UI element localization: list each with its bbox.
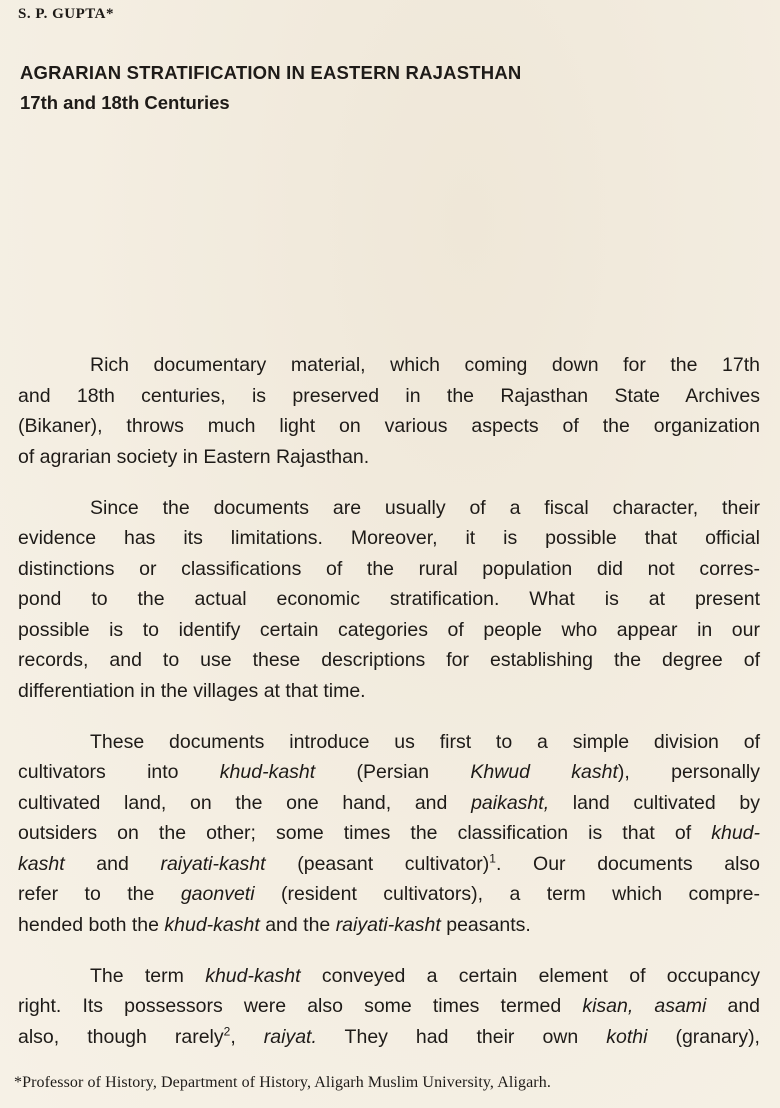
text-run: records, and to use these descriptions for establishing the degree of bbox=[18, 649, 760, 671]
text-run: and bbox=[64, 852, 161, 875]
italic-term: paikasht, bbox=[471, 791, 550, 814]
text-run: and the bbox=[259, 913, 336, 936]
text-run: . Our documents also bbox=[495, 852, 761, 875]
footnote-ref: 2 bbox=[223, 1024, 231, 1038]
italic-term: kothi bbox=[606, 1025, 648, 1048]
text-line bbox=[18, 523, 760, 554]
text-line bbox=[18, 910, 760, 941]
text-line bbox=[18, 757, 760, 788]
text-run: They had their own bbox=[316, 1025, 607, 1048]
italic-term: gaonveti bbox=[180, 883, 255, 905]
text-run: evidence has its limitations. Moreover, it is possible that official bbox=[18, 527, 760, 549]
text-line bbox=[18, 645, 760, 676]
text-run: Rich documentary material, which coming down for the 17th bbox=[90, 354, 760, 376]
text-run: right. Its possessors were also some times termed bbox=[18, 995, 583, 1017]
paragraph bbox=[18, 350, 760, 472]
text-run: and bbox=[706, 995, 761, 1017]
author-name: S. P. GUPTA* bbox=[18, 6, 115, 22]
paragraph bbox=[18, 961, 760, 1053]
text-line bbox=[18, 493, 760, 524]
italic-term: khud-kasht bbox=[219, 761, 316, 783]
text-line bbox=[18, 350, 760, 381]
text-line bbox=[18, 818, 760, 849]
text-run: cultivated land, on the one hand, and bbox=[18, 791, 472, 814]
text-run: cultivators into bbox=[18, 761, 220, 783]
text-line bbox=[18, 381, 760, 412]
text-line bbox=[18, 727, 760, 758]
text-run: (Persian bbox=[315, 761, 471, 783]
text-run: (Bikaner), throws much light on various aspects of the organization bbox=[18, 415, 760, 437]
footnote: *Professor of History, Department of History, Aligarh Muslim University, Aligarh. bbox=[14, 1074, 551, 1091]
text-line bbox=[18, 961, 760, 992]
text-line bbox=[18, 788, 760, 819]
text-line bbox=[18, 584, 760, 615]
text-run: , bbox=[230, 1025, 264, 1048]
article-body bbox=[18, 350, 760, 1073]
italic-term: raiyat. bbox=[263, 1025, 317, 1048]
italic-term: khud-kasht bbox=[205, 964, 301, 987]
text-run: (granary), bbox=[647, 1025, 760, 1048]
text-run: The term bbox=[90, 964, 206, 987]
text-line bbox=[18, 442, 760, 473]
text-line bbox=[18, 411, 760, 442]
text-run: and 18th centuries, is preserved in the Rajasthan State Archives bbox=[18, 384, 760, 407]
text-run: land cultivated by bbox=[549, 791, 760, 814]
text-line bbox=[18, 991, 760, 1022]
text-run: of agrarian society in Eastern Rajasthan. bbox=[18, 445, 370, 468]
text-run: also, though rarely bbox=[18, 1025, 224, 1048]
italic-term: raiyati-kasht bbox=[335, 913, 441, 936]
text-run: peasants. bbox=[440, 913, 531, 936]
text-run: possible is to identify certain categories of people who appear in our bbox=[18, 618, 760, 641]
italic-term: raiyati-kasht bbox=[160, 852, 266, 875]
text-run: differentiation in the villages at that time. bbox=[18, 679, 366, 702]
paragraph bbox=[18, 493, 760, 707]
article-title: AGRARIAN STRATIFICATION IN EASTERN RAJASTHAN bbox=[20, 62, 522, 83]
text-run: These documents introduce us first to a simple division of bbox=[90, 730, 760, 753]
footnote-ref: 1 bbox=[489, 851, 496, 865]
text-run: conveyed a certain element of occupancy bbox=[300, 964, 761, 987]
article-subtitle: 17th and 18th Centuries bbox=[20, 92, 230, 113]
text-line bbox=[18, 849, 760, 880]
text-line bbox=[18, 554, 760, 585]
paragraph bbox=[18, 727, 760, 941]
italic-term: kisan, asami bbox=[582, 995, 707, 1017]
italic-term: Khwud kasht bbox=[470, 761, 618, 783]
text-line bbox=[18, 615, 760, 646]
text-run: Since the documents are usually of a fiscal character, their bbox=[90, 496, 760, 519]
text-line bbox=[18, 879, 760, 910]
text-run: distinctions or classifications of the rural population did not corres- bbox=[18, 557, 760, 580]
italic-term: khud-kasht bbox=[164, 913, 260, 936]
italic-term: kasht bbox=[18, 852, 65, 875]
text-line bbox=[18, 676, 760, 707]
italic-term: khud- bbox=[711, 822, 760, 844]
text-run: ), personally bbox=[617, 761, 760, 783]
text-run: (peasant cultivator) bbox=[265, 852, 490, 875]
text-run: pond to the actual economic stratification. What is at present bbox=[18, 588, 760, 610]
text-line bbox=[18, 1022, 760, 1053]
text-run: hended both the bbox=[18, 913, 165, 936]
text-run: (resident cultivators), a term which compre- bbox=[254, 883, 761, 905]
text-run: refer to the bbox=[18, 883, 181, 905]
text-run: outsiders on the other; some times the classification is that of bbox=[18, 822, 712, 844]
